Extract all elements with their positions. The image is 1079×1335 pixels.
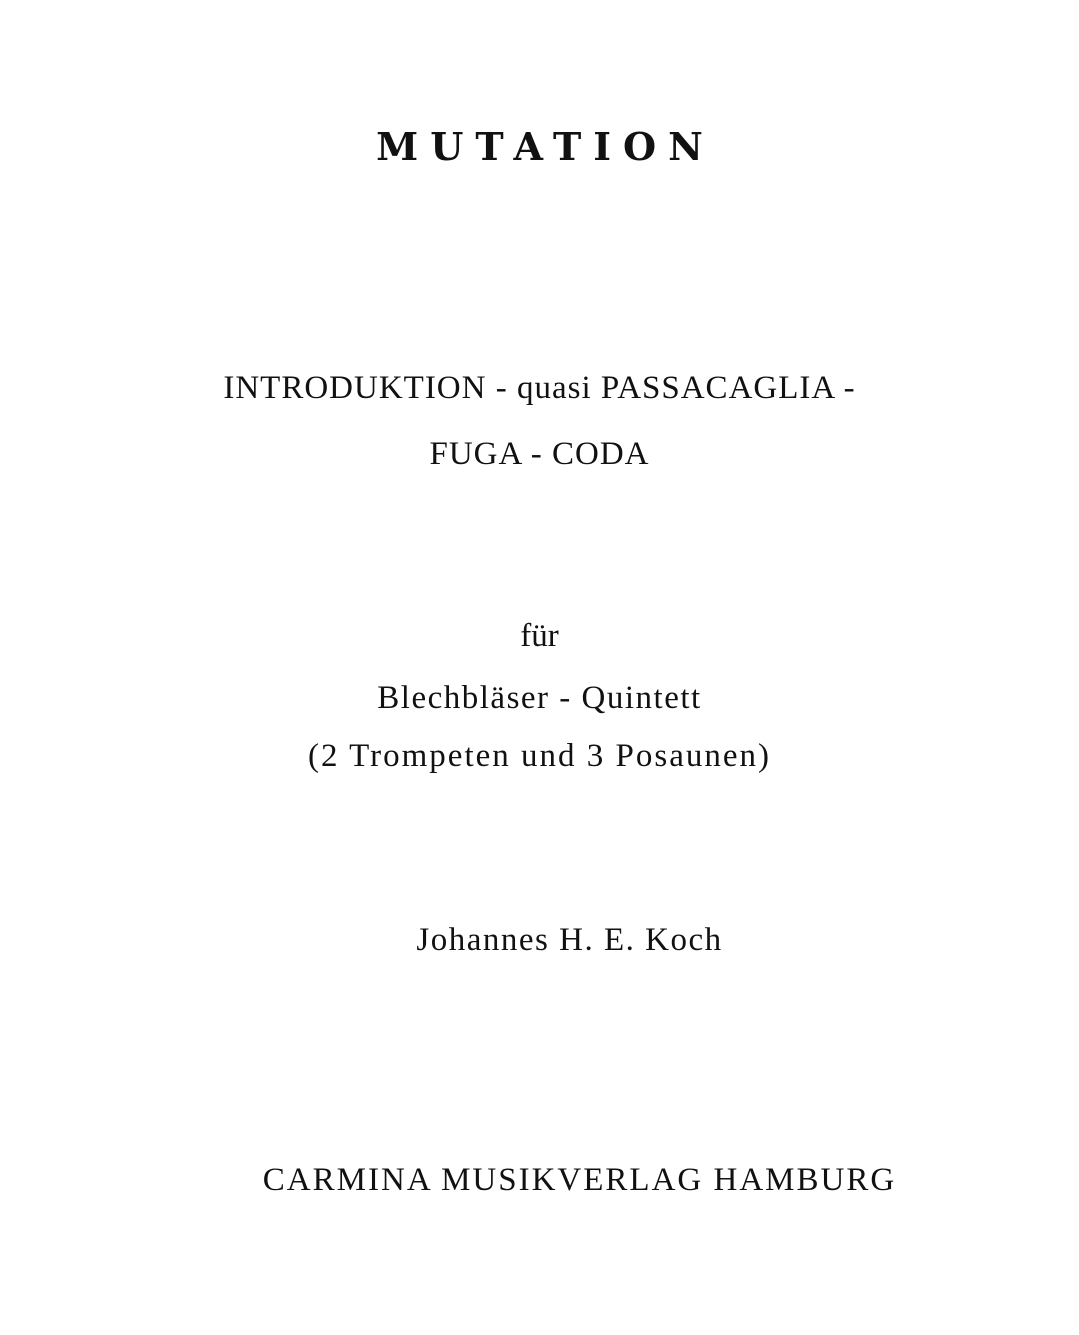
movements-line-1: INTRODUKTION - quasi PASSACAGLIA -: [223, 370, 856, 406]
instrumentation-label: (2 Trompeten und 3 Posaunen): [308, 738, 771, 774]
for-label: für: [520, 618, 559, 654]
composer-name: Johannes H. E. Koch: [416, 922, 723, 958]
ensemble-label: Blechbläser - Quintett: [377, 680, 702, 716]
movements-line-2: FUGA - CODA: [429, 436, 650, 472]
page-title: MUTATION: [376, 124, 715, 169]
publisher-name: CARMINA MUSIKVERLAG HAMBURG: [262, 1162, 897, 1198]
